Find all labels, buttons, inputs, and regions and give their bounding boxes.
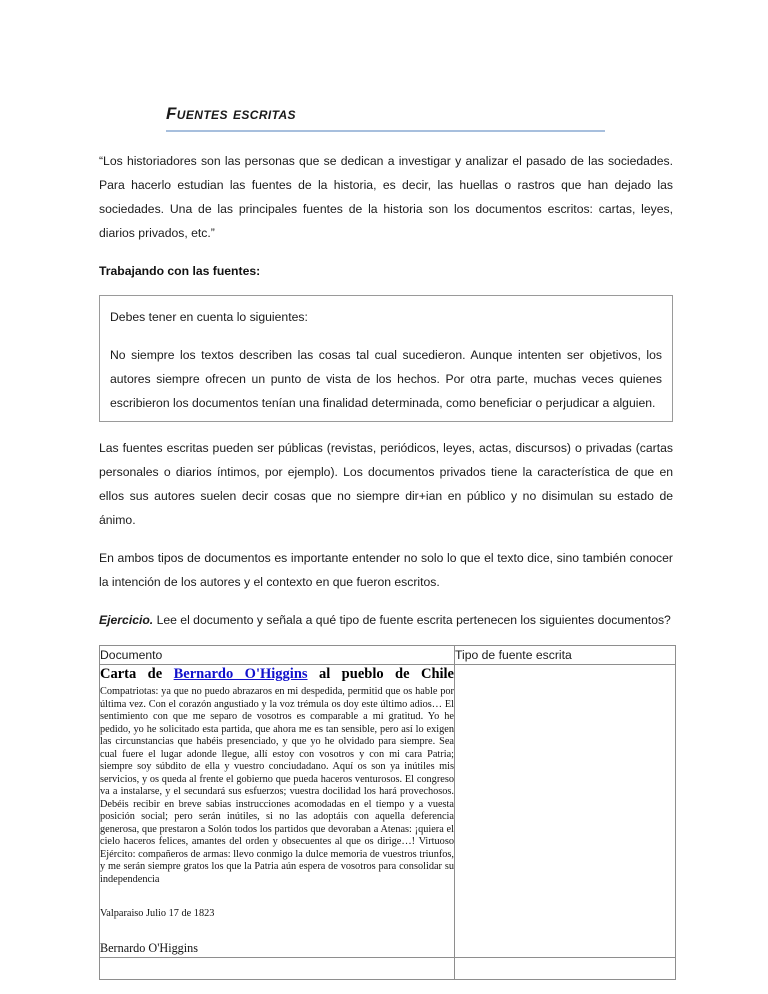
letter-signature: Bernardo O'Higgins xyxy=(100,940,198,955)
callout-intro: Debes tener en cuenta lo siguientes: xyxy=(110,310,308,324)
cell-document-letter xyxy=(100,665,455,958)
exercise-paragraph xyxy=(99,608,673,632)
letter-date: Valparaiso Julio 17 de 1823 xyxy=(100,908,215,919)
section-heading: Trabajando con las fuentes: xyxy=(99,264,261,278)
cell-document-blank[interactable] xyxy=(100,957,455,979)
bernardo-ohiggins-link[interactable]: Bernardo O'Higgins xyxy=(173,666,308,682)
letter-title xyxy=(100,665,454,684)
column-header-tipo: Tipo de fuente escrita xyxy=(455,646,676,665)
callout-box xyxy=(99,295,673,422)
cell-answer-tipo-blank[interactable] xyxy=(455,957,676,979)
table-row xyxy=(100,665,676,958)
page-title: Fuentes escritas xyxy=(166,104,296,123)
intro-quote-paragraph: “Los historiadores son las personas que se dedican a investigar y analizar el pasado de las sociedades. Para hacerlo estudian las fuentes de la historia, es decir, las huellas o rastros que han dejado las sociedades. Una de las principales fuentes de la historia son los documentos escritos: cartas, leyes, diarios privados, etc.” xyxy=(99,154,673,240)
cell-answer-tipo[interactable] xyxy=(455,665,676,958)
table-header-row xyxy=(100,646,676,665)
letter-title-after: al pueblo de Chile xyxy=(307,666,454,682)
paragraph-both-types: En ambos tipos de documentos es importante entender no solo lo que el texto dice, sino también conocer la intención de los autores y el contexto en que fueron escritos. xyxy=(99,551,673,589)
document-content xyxy=(99,104,673,980)
letter-body-text: Compatriotas: ya que no puedo abrazaros en mi despedida, permitid que os hable por última vez. Con el corazón angustiado y la voz trémula os doy este último adios… El sentimiento con que me separo de vosotros es comparable a mi gratitud. Yo he pedido, yo he solicitado esta partida, que ahora me es tan sensible, pero así lo exigen las circunstancias que habéis presenciado, y que yo he olvidado para siempre. Sea cual fuere el lugar adonde llegue, allí estoy con vosotros y con mi cara Patria; siempre soy súbdito de ella y vuestro conciudadano. Aquí os son ya inútiles mis servicios, y os queda al frente el gobierno que pueda haceros venturosos. El congreso va a instalarse, y el secundará sus esfuerzos; vuestra docilidad los hará provechosos. Debéis recibir en breve sabias instrucciones acomodadas en el tiempo y a vuesta posición social; pero serán inútiles, si no las adoptáis con aquella deferencia generosa, que prestaron a Solón todos los partidos que devoraban a Atenas: ¡quiera el cielo haceros felices, amantes del orden y obsecuentes al que os dirige…! Virtuoso Ejército: compañeros de armas: llevo conmigo la dulce memoria de vuestros triunfos, y me serán siempre gratos los que la Patria aún espera de vosotros para consolidar su independencia xyxy=(100,686,454,885)
letter-title-before: Carta de xyxy=(100,666,174,682)
exercise-label: Ejercicio. xyxy=(99,613,154,627)
callout-body: No siempre los textos describen las cosas tal cual sucedieron. Aunque intenten ser objetivos, los autores siempre ofrecen un punto de vista de los hechos. Por otra parte, muchas veces quienes escribieron los documentos tenían una finalidad determinada, como beneficiar o perjudicar a alguien. xyxy=(110,348,662,410)
column-header-documento: Documento xyxy=(100,646,455,665)
sources-table xyxy=(99,645,676,980)
title-divider xyxy=(166,130,605,132)
table-row xyxy=(100,957,676,979)
paragraph-public-private: Las fuentes escritas pueden ser públicas (revistas, periódicos, leyes, actas, discursos) o privadas (cartas personales o diarios íntimos, por ejemplo). Los documentos privados tiene la característica de que en ellos sus autores suelen decir cosas que no siempre dir+ian en público y no disimulan su estado de ánimo. xyxy=(99,441,673,527)
exercise-text: Lee el documento y señala a qué tipo de fuente escrita pertenecen los siguientes documentos? xyxy=(153,613,671,627)
